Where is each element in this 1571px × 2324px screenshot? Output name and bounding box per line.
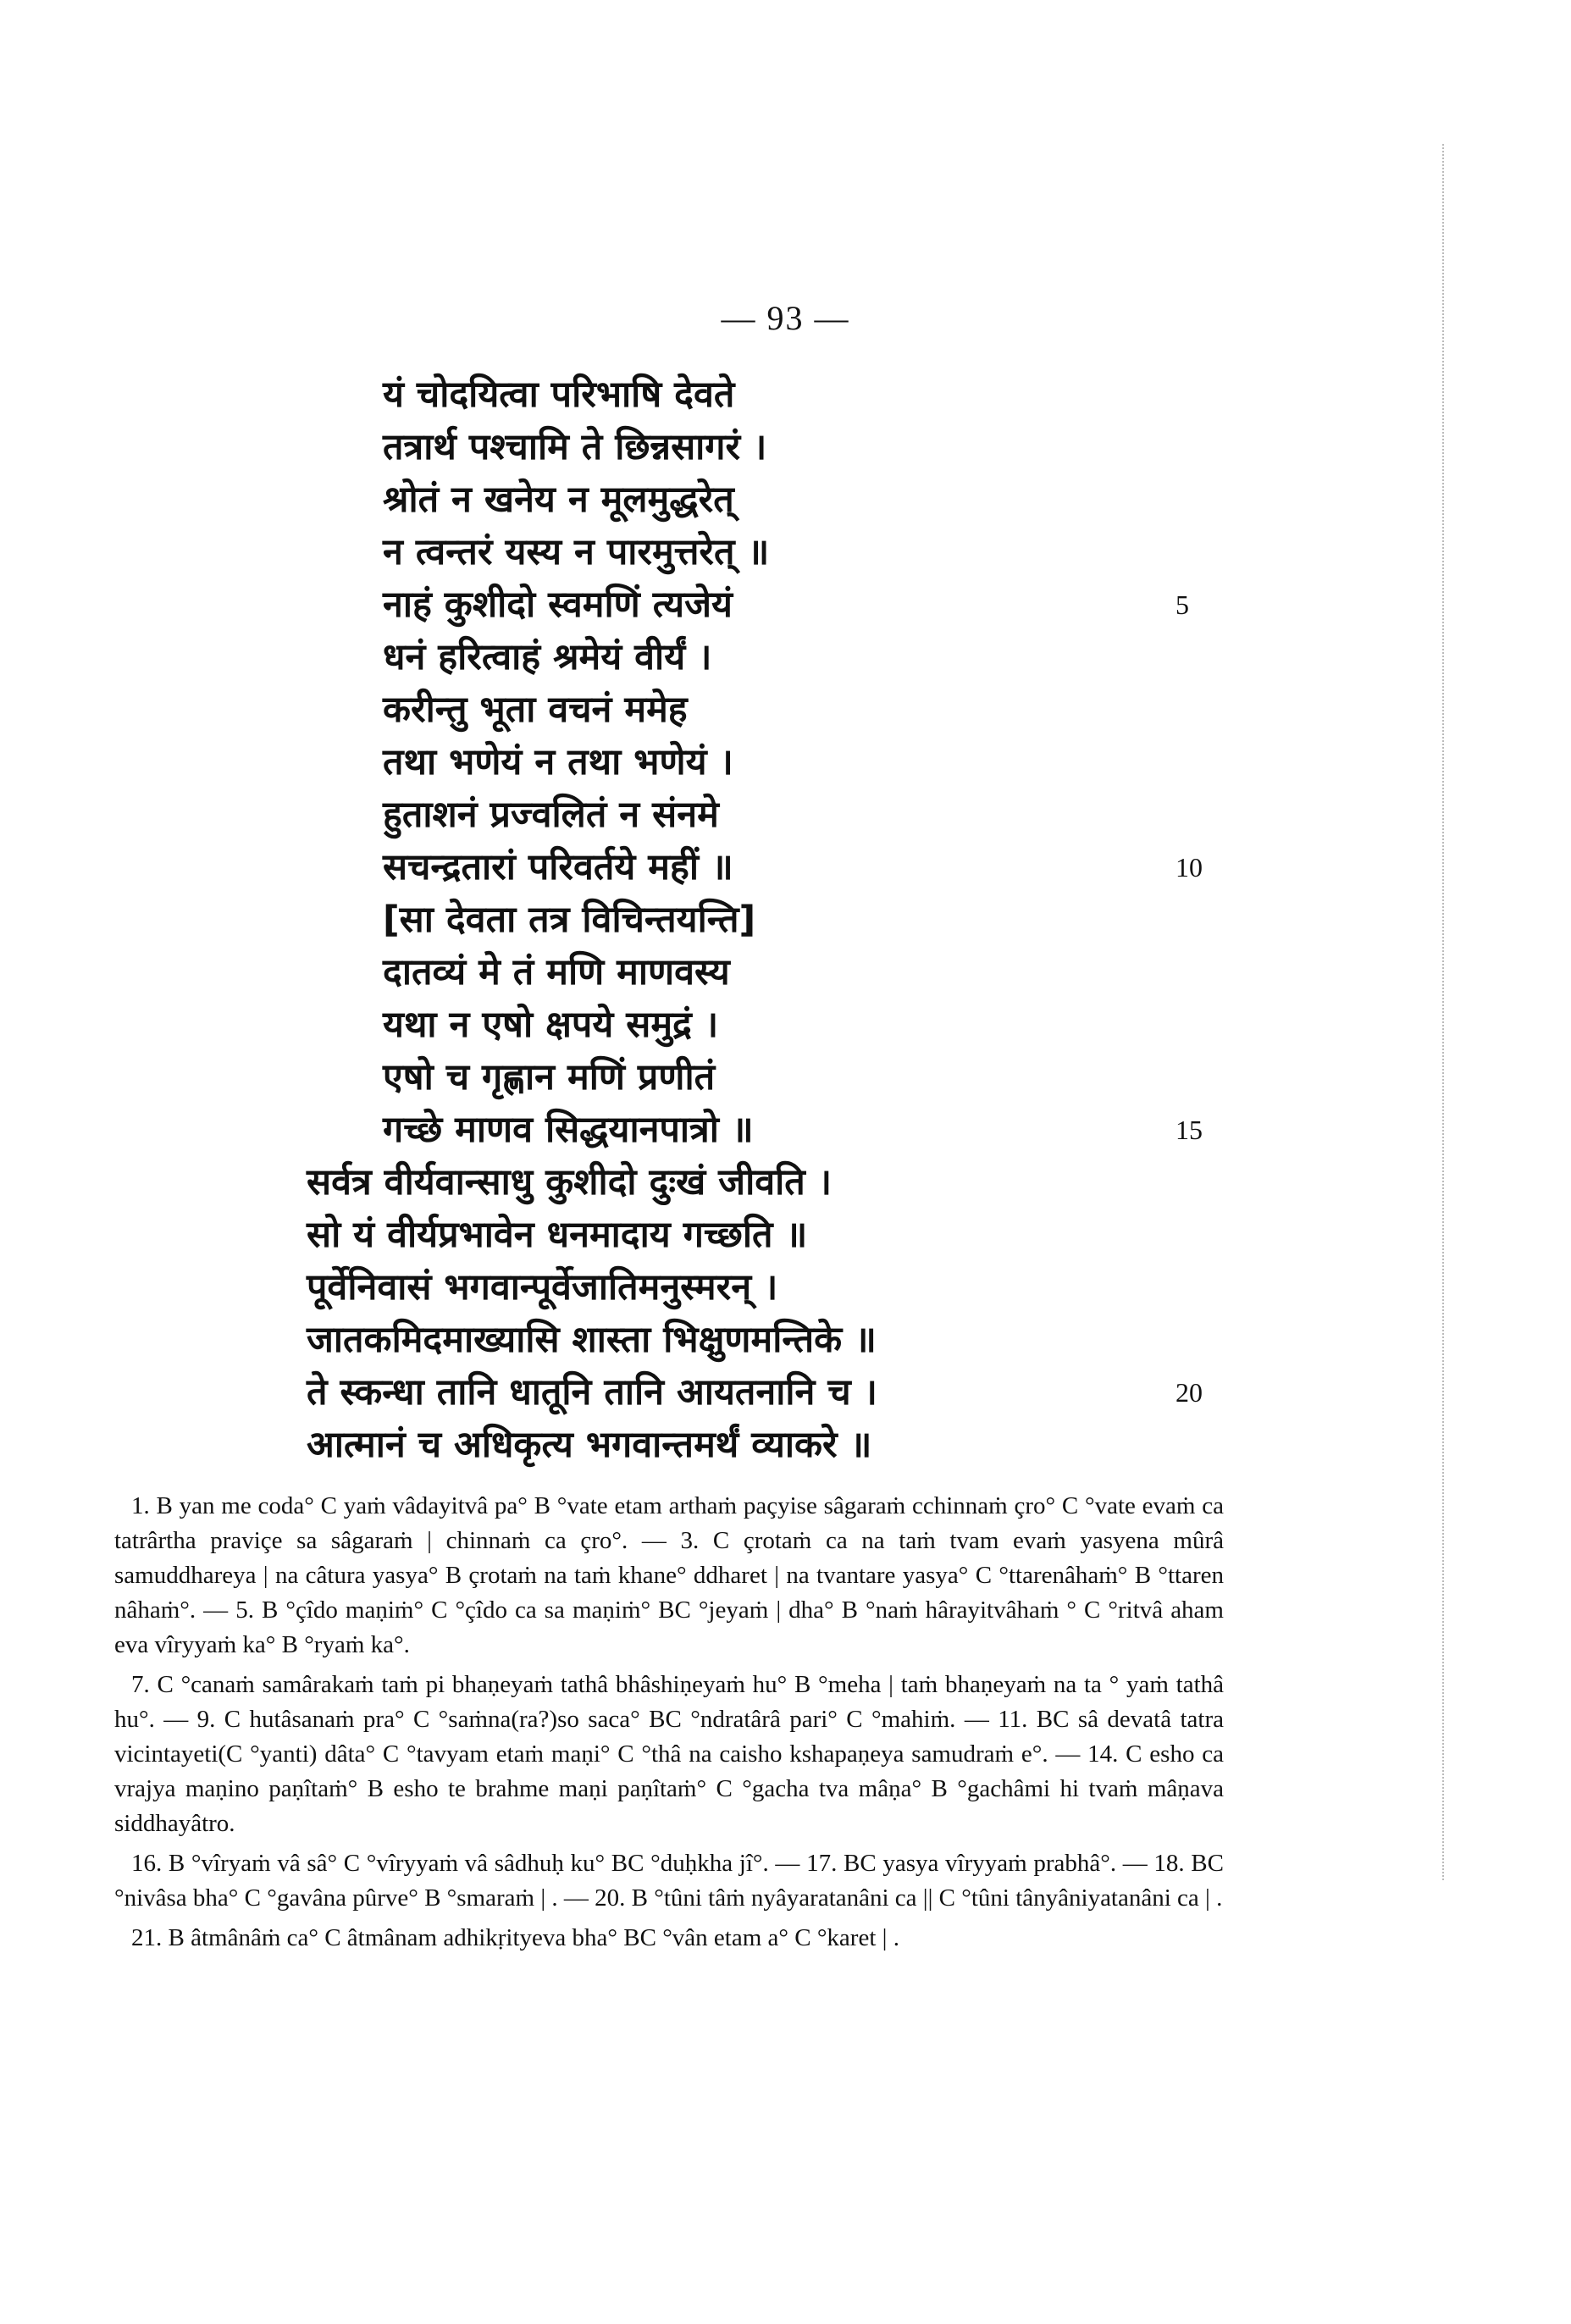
verse-line: एषो च गृह्णान मणिं प्रणीतं xyxy=(383,1056,716,1098)
verse-line: जातकमिदमाख्यासि शास्ता भिक्षुणमन्तिके ॥ xyxy=(307,1319,877,1361)
line-number: 15 xyxy=(1175,1115,1203,1145)
verse-line: करीन्तु भूता वचनं ममेह xyxy=(383,689,688,731)
footnote: 7. C °canaṁ samârakaṁ taṁ pi bhaṇeyaṁ tathâ bhâshiṇeyaṁ hu° B °meha | taṁ bhaṇeyaṁ na ta ° yaṁ tathâ hu°. — 9. C hutâsanaṁ pra° C °saṁna(ra?)so saca° BC °ndratârâ pari° C °mahiṁ. — 11. BC sâ devatâ tatra vicintayeti(C °yanti) dâta° C °tavyam etaṁ maṇi° C °thâ na caisho kshapaṇeya samudraṁ e°. — 14. C esho ca vrajya maṇino paṇîtaṁ° B esho te brahme maṇi paṇîtaṁ° C °gacha tva mâṇa° B °gachâmi hi tvaṁ mâṇava siddhayâtro. xyxy=(114,1671,1224,1837)
verse-line: तथा भणेयं न तथा भणेयं । xyxy=(383,741,733,783)
line-number: 20 xyxy=(1175,1377,1203,1408)
line-number: 5 xyxy=(1175,589,1189,620)
footnote: 21. B âtmânâṁ ca° C âtmânam adhikṛityeva bha° BC °vân etam a° C °karet | . xyxy=(131,1924,899,1951)
verse-line: यथा न एषो क्षपये समुद्रं । xyxy=(383,1004,719,1046)
page-number: — 93 — xyxy=(721,299,850,337)
line-number: 10 xyxy=(1175,852,1203,883)
verse-line: हुताशनं प्रज्वलितं न संनमे xyxy=(383,794,719,836)
verse-line: नाहं कुशीदो स्वमणिं त्यजेयं xyxy=(383,584,733,626)
verse-line: सो यं वीर्यप्रभावेन धनमादाय गच्छति ॥ xyxy=(307,1214,808,1256)
verse-line: ते स्कन्धा तानि धातूनि तानि आयतनानि च । xyxy=(307,1371,877,1414)
footnote: 1. B yan me coda° C yaṁ vâdayitvâ pa° B °vate etam arthaṁ paçyise sâgaraṁ cchinnaṁ çro° C °vate evaṁ ca tatrârtha praviçe sa sâgaraṁ | chinnaṁ ca çro°. — 3. C çrotaṁ ca na taṁ tvam evaṁ yasyena mûrâ samuddhareya | na câtura yasya° B çrotaṁ na taṁ khane° ddharet | na tvantare yasya° C °ttarenâhaṁ° B °ttaren nâhaṁ°. — 5. B °çîdo maṇiṁ° C °çîdo ca sa maṇiṁ° BC °jeyaṁ | dha° B °naṁ hârayitvâhaṁ ° C °ritvâ aham eva vîryyaṁ ka° B °ryaṁ ka°. xyxy=(114,1492,1224,1658)
verse-line: [सा देवता तत्र विचिन्तयन्ति] xyxy=(383,899,756,941)
verse-line: न त्वन्तरं यस्य न पारमुत्तरेत् ॥ xyxy=(383,531,770,573)
verse-line: धनं हरित्वाहं श्रमेयं वीर्यं । xyxy=(383,636,712,678)
verse-line: आत्मानं च अधिकृत्य भगवान्तमर्थं व्याकरे ॥ xyxy=(307,1424,872,1466)
footnote: 16. B °vîryaṁ vâ sâ° C °vîryyaṁ vâ sâdhuḥ ku° BC °duḥkha jî°. — 17. BC yasya vîryyaṁ prabhâ°. — 18. BC °nivâsa bha° C °gavâna pûrve° B °smaraṁ | . — 20. B °tûni tâṁ nyâyaratanâni ca || C °tûni tânyâniyatanâni ca | . xyxy=(114,1850,1224,1912)
verse-line: पूर्वेनिवासं भगवान्पूर्वेजातिमनुस्मरन् । xyxy=(307,1266,778,1309)
scan-edge-mark xyxy=(1442,144,1444,1880)
verse-line: सचन्द्रतारां परिवर्तये महीं ॥ xyxy=(383,846,733,888)
verse-line: यं चोदयित्वा परिभाषि देवते xyxy=(383,374,735,416)
verse-line: गच्छे माणव सिद्धयानपात्रो ॥ xyxy=(383,1109,754,1151)
verse-line: सर्वत्र वीर्यवान्साधु कुशीदो दुःखं जीवति । xyxy=(307,1161,833,1204)
verse-line: तत्रार्थ पश्चामि ते छिन्नसागरं । xyxy=(383,426,767,468)
verse-line: दातव्यं मे तं मणि माणवस्य xyxy=(383,951,730,993)
critical-apparatus xyxy=(114,1489,1224,1961)
verse-line: श्रोतं न खनेय न मूलमुद्धरेत् xyxy=(383,479,734,521)
